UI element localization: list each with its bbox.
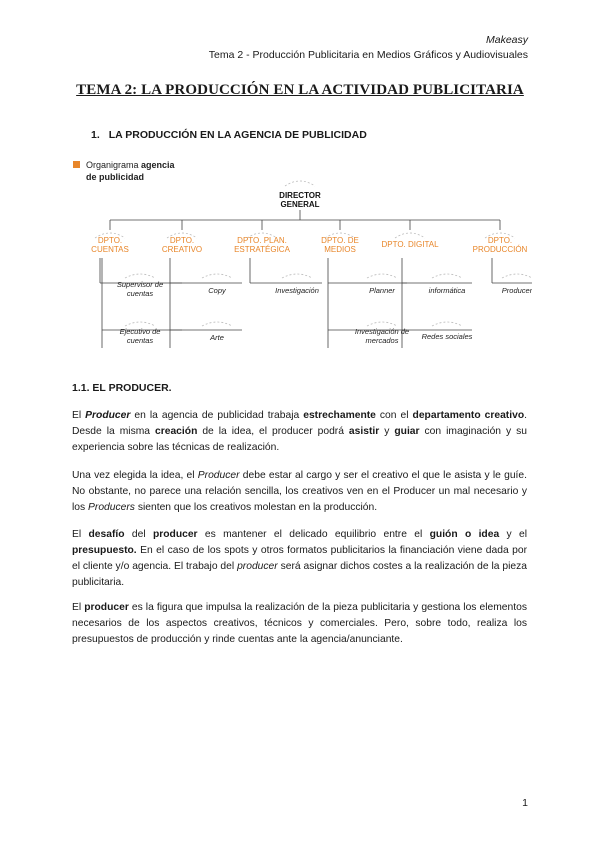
dept-creativo-2: CREATIVO (161, 245, 203, 254)
role-inv-mercados-1: Investigación de (354, 327, 410, 336)
dept-cuentas-2: CUENTAS (91, 245, 129, 254)
role-planner: Planner (369, 286, 395, 295)
role-informatica: informática (428, 286, 466, 295)
dept-plan-1: DPTO. PLAN. (237, 236, 287, 245)
dept-plan-2: ESTRATÉGICA (234, 245, 290, 254)
paragraph-4: El producer es la figura que impulsa la realización de la pieza publicitaria y gestiona los elementos necesarios de los aspectos creativos, técnicos y comerciales. Pero, sobre todo, realiza los presupuestos de producción y rinde cuentas ante la agencia/anunciante. (72, 602, 527, 645)
role-supervisor-2: cuentas (126, 289, 154, 298)
role-ejecutivo-2: cuentas (126, 336, 154, 345)
dept-produccion-1: DPTO. (487, 236, 513, 245)
dept-creativo-1: DPTO. (169, 236, 195, 245)
role-copy: Copy (208, 286, 226, 295)
dept-digital: DPTO. DIGITAL (381, 240, 439, 249)
paragraph-3: El desafío del producer es mantener el delicado equilibrio entre el guión o idea y el presupuesto. En el caso de los spots y otros formatos publicitarios la financiación viene dada por el cliente y/o agencia. El trabajo del producer será asignar dichos costes a la realización de la pieza publicitaria. (72, 529, 528, 588)
dept-medios-2: MEDIOS (324, 245, 356, 254)
role-inv-mercados-2: mercados (365, 336, 399, 345)
role-supervisor-1: Supervisor de (116, 280, 164, 289)
header-subtitle: Tema 2 - Producción Publicitaria en Medios Gráficos y Audiovisuales (208, 49, 528, 61)
legend-square-icon (73, 161, 80, 168)
role-ejecutivo-1: Ejecutivo de (119, 327, 161, 336)
header-brand: Makeasy (485, 34, 528, 46)
dept-cuentas-1: DPTO. (97, 236, 123, 245)
section-1-number: 1. (91, 129, 100, 141)
role-redes: Redes sociales (421, 332, 473, 341)
org-legend: Organigrama agencia (86, 160, 175, 170)
role-arte: Arte (210, 333, 224, 342)
page-number: 1 (522, 797, 528, 809)
section-1-1-heading: 1.1. EL PRODUCER. (72, 382, 172, 394)
org-legend-line2: de publicidad (86, 172, 145, 182)
org-director (279, 181, 321, 209)
director-line-2: GENERAL (280, 200, 320, 209)
org-chart (72, 158, 532, 358)
dept-produccion-2: PRODUCCIÓN (472, 245, 528, 254)
section-1-title: LA PRODUCCIÓN EN LA AGENCIA DE PUBLICIDAD (108, 129, 367, 141)
paragraph-1: El Producer en la agencia de publicidad trabaja estrechamente con el departamento creativo. Desde la misma creación de la idea, el producer podrá asistir y guiar con imaginación y su experiencia sobre las técnicas de realización. (72, 410, 527, 453)
paragraph-2: Una vez elegida la idea, el Producer debe estar al cargo y ser el creativo el que le asista y le guíe. No obstante, no parece una relación sencilla, los creativos ven en el Producer un mal necesario y los Producers sienten que los creativos molestan en la producción. (72, 470, 527, 513)
role-producer: Producer (501, 286, 532, 295)
dept-medios-1: DPTO. DE (321, 236, 359, 245)
section-1-heading (91, 129, 367, 141)
director-line-1: DIRECTOR (279, 191, 321, 200)
page-title: TEMA 2: LA PRODUCCIÓN EN LA ACTIVIDAD PUBLICITARIA (76, 82, 524, 98)
role-investigacion: Investigación (275, 286, 319, 295)
